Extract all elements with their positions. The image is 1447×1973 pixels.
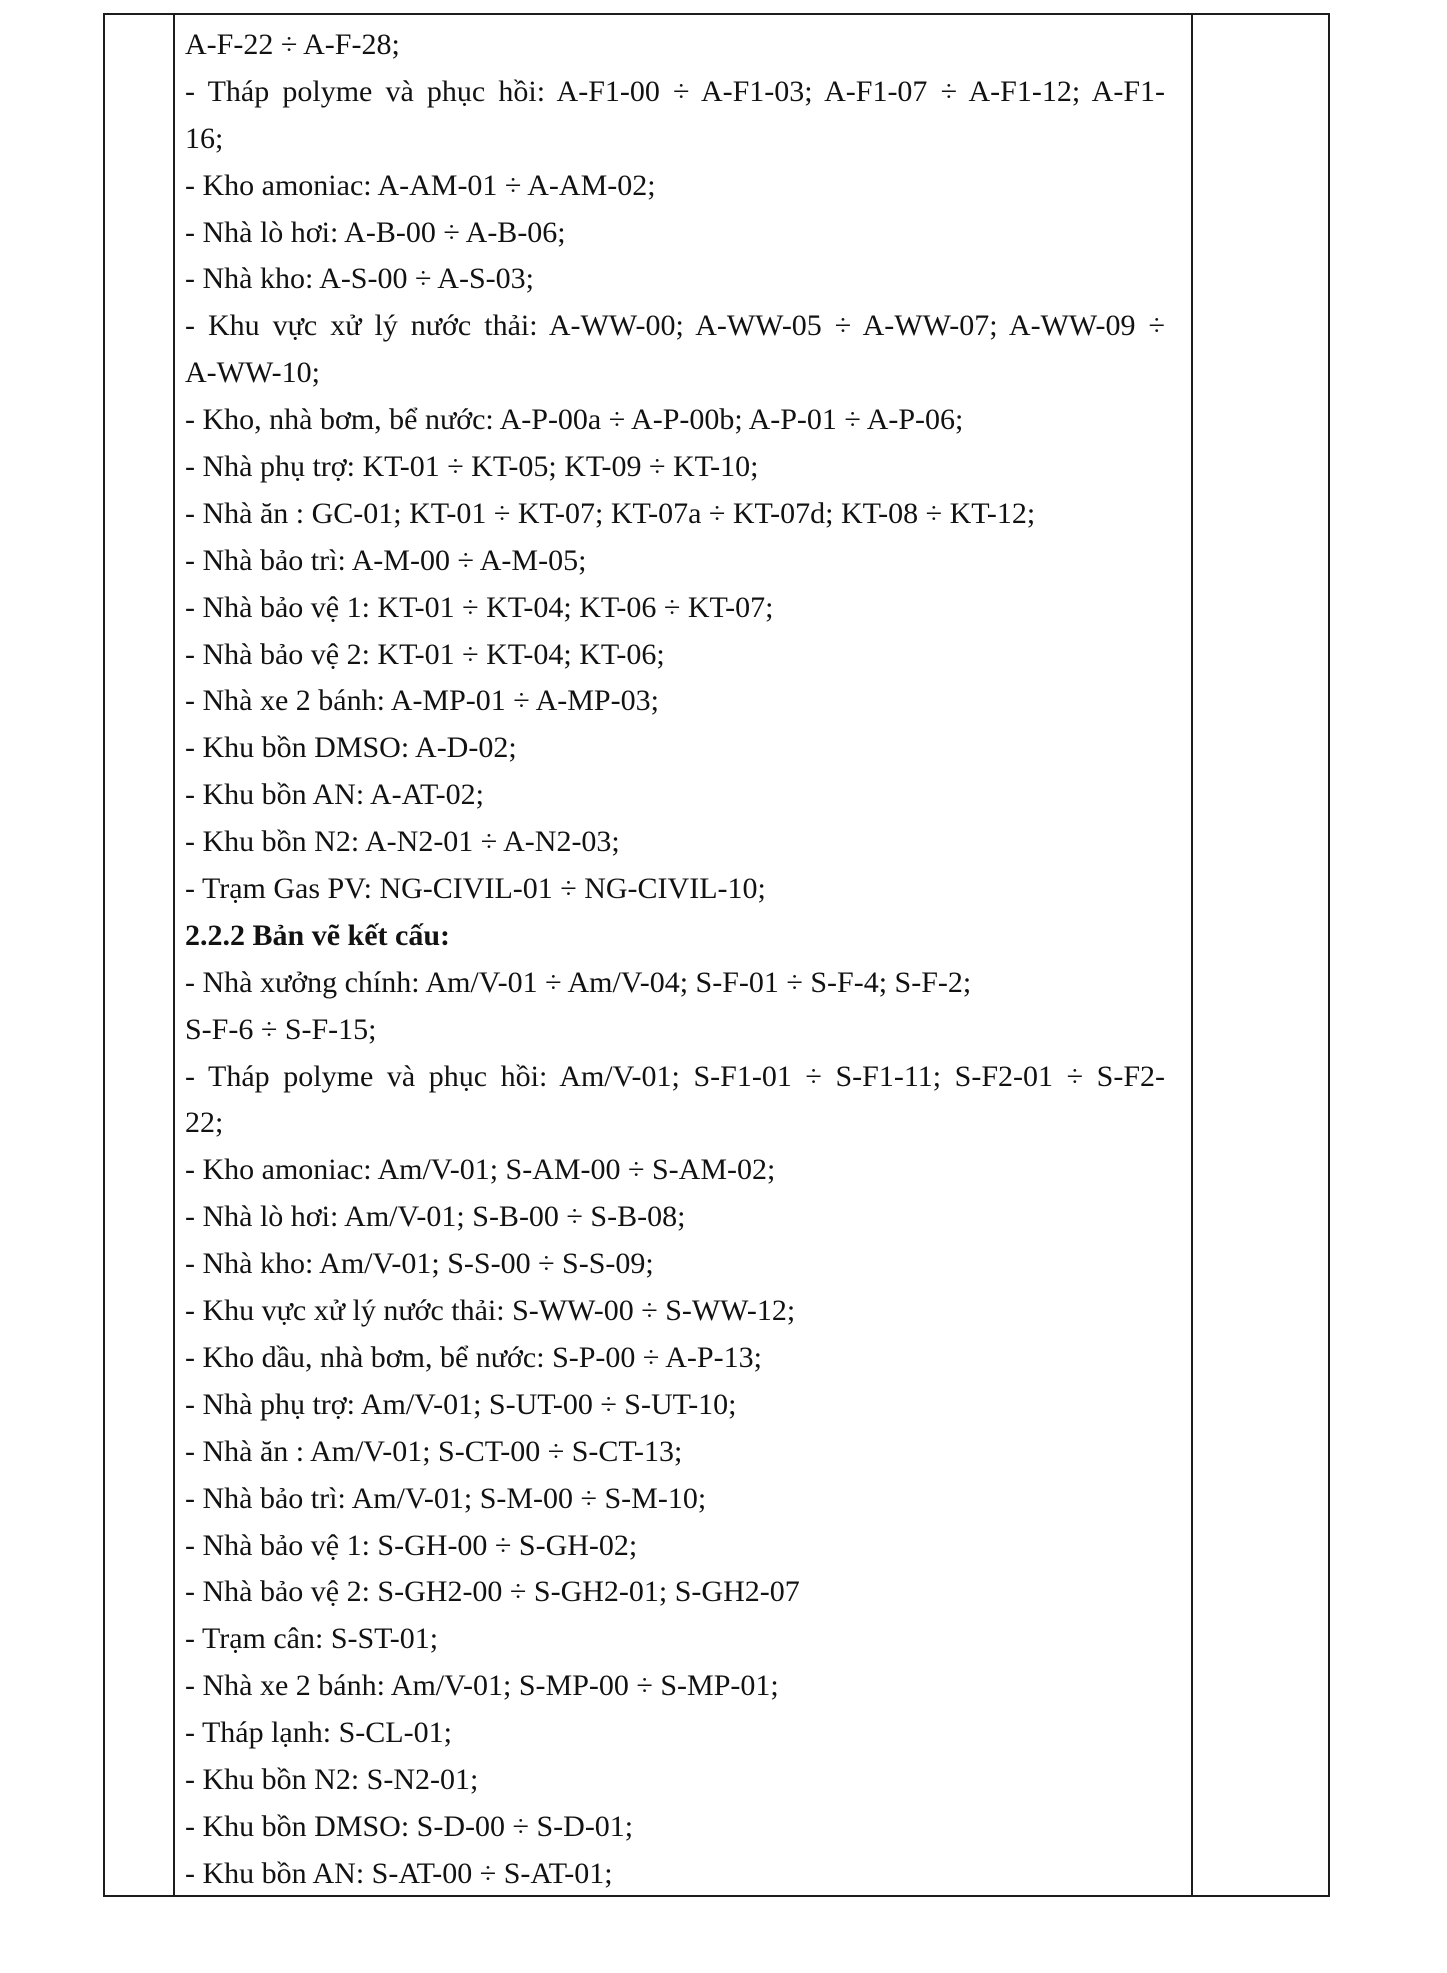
text-line-4: - Kho amoniac: A-AM-01 ÷ A-AM-02; [185,168,656,202]
text-line-30: - Nhà phụ trợ: Am/V-01; S-UT-00 ÷ S-UT-10; [185,1387,737,1421]
text-line-26: - Nhà lò hơi: Am/V-01; S-B-00 ÷ S-B-08; [185,1200,686,1234]
text-line-31: - Nhà ăn : Am/V-01; S-CT-00 ÷ S-CT-13; [185,1434,683,1468]
text-line-2: - Tháp polyme và phục hồi: A-F1-00 ÷ A-F1-03; A-F1-07 ÷ A-F1-12; A-F1- [185,74,1165,108]
text-line-34: - Nhà bảo vệ 2: S-GH2-00 ÷ S-GH2-01; S-GH2-07 [185,1575,800,1609]
text-line-6: - Nhà kho: A-S-00 ÷ A-S-03; [185,262,534,296]
text-line-27: - Nhà kho: Am/V-01; S-S-00 ÷ S-S-09; [185,1247,654,1281]
text-line-39: - Khu bồn DMSO: S-D-00 ÷ S-D-01; [185,1809,634,1843]
text-line-37: - Tháp lạnh: S-CL-01; [185,1716,452,1750]
table-divider-right-column [1191,15,1193,1895]
text-line-36: - Nhà xe 2 bánh: Am/V-01; S-MP-00 ÷ S-MP-01; [185,1669,779,1703]
text-line-8: A-WW-10; [185,356,320,390]
table-divider-left-column [173,15,175,1895]
text-line-11: - Nhà ăn : GC-01; KT-01 ÷ KT-07; KT-07a ÷ KT-07d; KT-08 ÷ KT-12; [185,496,1036,530]
text-line-17: - Khu bồn AN: A-AT-02; [185,778,484,812]
text-line-35: - Trạm cân: S-ST-01; [185,1622,439,1656]
text-line-40: - Khu bồn AN: S-AT-00 ÷ S-AT-01; [185,1856,613,1890]
text-line-21: - Nhà xưởng chính: Am/V-01 ÷ Am/V-04; S-F-01 ÷ S-F-4; S-F-2; [185,965,972,999]
text-line-10: - Nhà phụ trợ: KT-01 ÷ KT-05; KT-09 ÷ KT-10; [185,450,759,484]
text-line-9: - Kho, nhà bơm, bể nước: A-P-00a ÷ A-P-00b; A-P-01 ÷ A-P-06; [185,403,964,437]
text-line-7: - Khu vực xử lý nước thải: A-WW-00; A-WW-05 ÷ A-WW-07; A-WW-09 ÷ [185,309,1165,343]
document-table [103,13,1330,1897]
text-line-22: S-F-6 ÷ S-F-15; [185,1012,377,1046]
text-line-32: - Nhà bảo trì: Am/V-01; S-M-00 ÷ S-M-10; [185,1481,707,1515]
text-line-19: - Trạm Gas PV: NG-CIVIL-01 ÷ NG-CIVIL-10; [185,872,766,906]
text-line-23: - Tháp polyme và phục hồi: Am/V-01; S-F1-01 ÷ S-F1-11; S-F2-01 ÷ S-F2- [185,1059,1165,1093]
text-line-38: - Khu bồn N2: S-N2-01; [185,1762,479,1796]
text-line-29: - Kho dầu, nhà bơm, bể nước: S-P-00 ÷ A-P-13; [185,1340,762,1374]
table-main-cell-text [185,22,1165,1898]
text-line-18: - Khu bồn N2: A-N2-01 ÷ A-N2-03; [185,825,620,859]
text-line-28: - Khu vực xử lý nước thải: S-WW-00 ÷ S-WW-12; [185,1294,796,1328]
text-line-13: - Nhà bảo vệ 1: KT-01 ÷ KT-04; KT-06 ÷ KT-07; [185,590,774,624]
text-line-25: - Kho amoniac: Am/V-01; S-AM-00 ÷ S-AM-02; [185,1153,776,1187]
text-line-5: - Nhà lò hơi: A-B-00 ÷ A-B-06; [185,215,566,249]
text-line-12: - Nhà bảo trì: A-M-00 ÷ A-M-05; [185,543,587,577]
text-line-33: - Nhà bảo vệ 1: S-GH-00 ÷ S-GH-02; [185,1528,638,1562]
text-line-14: - Nhà bảo vệ 2: KT-01 ÷ KT-04; KT-06; [185,637,665,671]
section-heading: 2.2.2 Bản vẽ kết cấu: [185,918,450,952]
text-line-24: 22; [185,1106,224,1140]
text-line-15: - Nhà xe 2 bánh: A-MP-01 ÷ A-MP-03; [185,684,659,718]
text-line-3: 16; [185,121,224,155]
text-line-16: - Khu bồn DMSO: A-D-02; [185,731,517,765]
text-line-1: A-F-22 ÷ A-F-28; [185,28,400,61]
